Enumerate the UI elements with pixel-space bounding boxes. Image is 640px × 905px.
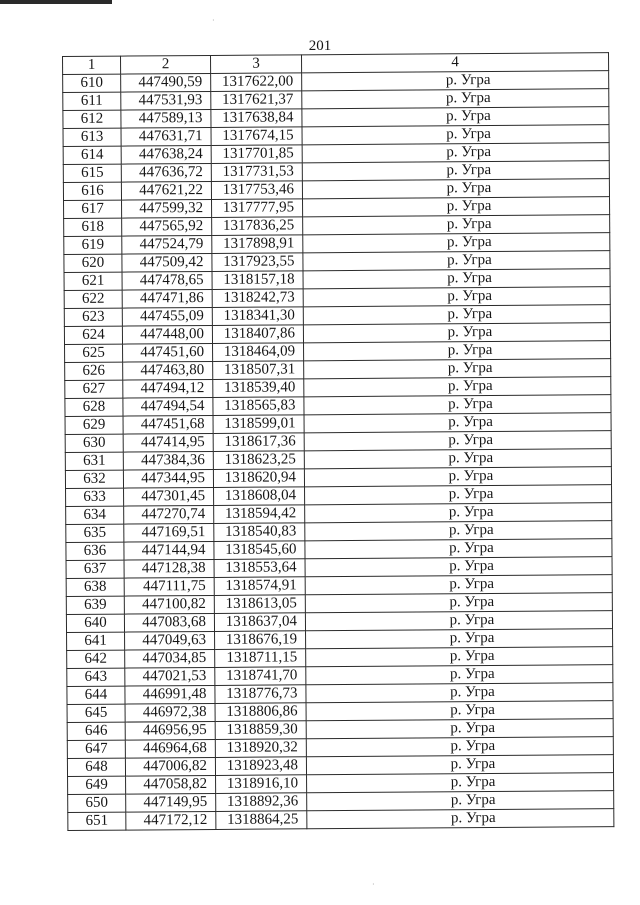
header-col-3: 3 [210,55,301,74]
x-coordinate-cell: 447301,45 [124,487,214,506]
y-coordinate-cell: 1318916,10 [216,775,307,794]
point-number-cell: 612 [63,110,121,128]
header-col-2: 2 [121,55,211,74]
description-cell: р. Угра [304,467,611,487]
y-coordinate-cell: 1317674,15 [211,127,302,146]
description-cell: р. Угра [302,107,609,127]
x-coordinate-cell: 447631,71 [121,127,211,146]
point-number-cell: 643 [67,668,125,686]
description-cell: р. Угра [304,341,611,361]
table-body [63,71,614,831]
point-number-cell: 624 [64,326,122,344]
point-number-cell: 644 [67,686,125,704]
x-coordinate-cell: 447100,82 [124,595,214,614]
x-coordinate-cell: 447463,80 [123,361,213,380]
description-cell: р. Угра [303,215,610,235]
y-coordinate-cell: 1318407,86 [212,325,303,344]
y-coordinate-cell: 1318242,73 [212,289,303,308]
point-number-cell: 626 [65,362,123,380]
x-coordinate-cell: 447531,93 [121,91,211,110]
coordinates-table [62,52,614,831]
x-coordinate-cell: 447270,74 [124,505,214,524]
point-number-cell: 610 [63,74,121,92]
point-number-cell: 629 [65,416,123,434]
x-coordinate-cell: 446972,38 [125,703,215,722]
y-coordinate-cell: 1318676,19 [215,631,306,650]
description-cell: р. Угра [306,683,613,703]
description-cell: р. Угра [303,197,610,217]
x-coordinate-cell: 447636,72 [121,163,211,182]
y-coordinate-cell: 1317898,91 [212,235,303,254]
y-coordinate-cell: 1318507,31 [213,361,304,380]
x-coordinate-cell: 447451,60 [123,343,213,362]
header-col-1: 1 [63,56,121,74]
x-coordinate-cell: 447478,65 [122,271,212,290]
description-cell: р. Угра [303,323,610,343]
description-cell: р. Угра [305,521,612,541]
x-coordinate-cell: 447049,63 [125,631,215,650]
x-coordinate-cell: 447490,59 [121,73,211,92]
x-coordinate-cell: 447524,79 [122,235,212,254]
x-coordinate-cell: 447589,13 [121,109,211,128]
description-cell: р. Угра [304,359,611,379]
description-cell: р. Угра [303,233,610,253]
y-coordinate-cell: 1318545,60 [214,541,305,560]
y-coordinate-cell: 1318923,48 [215,757,306,776]
point-number-cell: 621 [64,272,122,290]
y-coordinate-cell: 1317621,37 [211,91,302,110]
y-coordinate-cell: 1317923,55 [212,253,303,272]
y-coordinate-cell: 1318157,18 [212,271,303,290]
point-number-cell: 632 [65,470,123,488]
point-number-cell: 641 [67,632,125,650]
description-cell: р. Угра [306,737,613,757]
x-coordinate-cell: 447599,32 [122,199,212,218]
y-coordinate-cell: 1318776,73 [215,685,306,704]
point-number-cell: 618 [64,218,122,236]
point-number-cell: 615 [63,164,121,182]
x-coordinate-cell: 446964,68 [125,739,215,758]
point-number-cell: 638 [66,578,124,596]
x-coordinate-cell: 447021,53 [125,667,215,686]
scan-speck: · [212,16,215,25]
point-number-cell: 622 [64,290,122,308]
point-number-cell: 639 [66,596,124,614]
x-coordinate-cell: 447455,09 [122,307,212,326]
y-coordinate-cell: 1318565,83 [213,397,304,416]
header-col-4: 4 [301,53,608,73]
description-cell: р. Угра [305,557,612,577]
description-cell: р. Угра [302,161,609,181]
point-number-cell: 617 [64,200,122,218]
description-cell: р. Угра [305,485,612,505]
description-cell: р. Угра [302,89,609,109]
description-cell: р. Угра [306,665,613,685]
x-coordinate-cell: 446956,95 [125,721,215,740]
point-number-cell: 642 [67,650,125,668]
point-number-cell: 634 [66,506,124,524]
y-coordinate-cell: 1318613,05 [214,595,305,614]
table-row [68,809,614,831]
x-coordinate-cell: 447083,68 [124,613,214,632]
x-coordinate-cell: 447621,22 [121,181,211,200]
y-coordinate-cell: 1318637,04 [214,613,305,632]
top-rule-mark [0,0,112,4]
description-cell: р. Угра [305,593,612,613]
y-coordinate-cell: 1318741,70 [215,667,306,686]
y-coordinate-cell: 1318574,91 [214,577,305,596]
description-cell: р. Угра [304,449,611,469]
description-cell: р. Угра [305,503,612,523]
y-coordinate-cell: 1317753,46 [211,181,302,200]
y-coordinate-cell: 1318620,94 [213,469,304,488]
y-coordinate-cell: 1318806,86 [215,703,306,722]
y-coordinate-cell: 1318540,83 [214,523,305,542]
y-coordinate-cell: 1317836,25 [212,217,303,236]
y-coordinate-cell: 1318464,09 [213,343,304,362]
x-coordinate-cell: 447169,51 [124,523,214,542]
x-coordinate-cell: 447448,00 [122,325,212,344]
description-cell: р. Угра [305,539,612,559]
x-coordinate-cell: 447494,12 [123,379,213,398]
point-number-cell: 646 [67,722,125,740]
x-coordinate-cell: 447172,12 [126,811,216,830]
point-number-cell: 647 [67,740,125,758]
description-cell: р. Угра [302,125,609,145]
coordinates-table-container [62,52,613,831]
x-coordinate-cell: 447509,42 [122,253,212,272]
x-coordinate-cell: 447058,82 [126,775,216,794]
description-cell: р. Угра [303,269,610,289]
y-coordinate-cell: 1318341,30 [212,307,303,326]
description-cell: р. Угра [306,755,613,775]
point-number-cell: 633 [66,488,124,506]
point-number-cell: 648 [67,758,125,776]
description-cell: р. Угра [306,647,613,667]
y-coordinate-cell: 1318599,01 [213,415,304,434]
y-coordinate-cell: 1317638,84 [211,109,302,128]
x-coordinate-cell: 447451,68 [123,415,213,434]
x-coordinate-cell: 447344,95 [123,469,213,488]
x-coordinate-cell: 447565,92 [122,217,212,236]
x-coordinate-cell: 447414,95 [123,433,213,452]
point-number-cell: 645 [67,704,125,722]
description-cell: р. Угра [302,71,609,91]
description-cell: р. Угра [302,179,609,199]
description-cell: р. Угра [307,809,614,829]
page-number: 201 [308,38,332,54]
x-coordinate-cell: 447149,95 [126,793,216,812]
description-cell: р. Угра [306,629,613,649]
description-cell: р. Угра [303,287,610,307]
y-coordinate-cell: 1317622,00 [211,73,302,92]
point-number-cell: 613 [63,128,121,146]
description-cell: р. Угра [303,251,610,271]
y-coordinate-cell: 1318859,30 [215,721,306,740]
description-cell: р. Угра [307,773,614,793]
y-coordinate-cell: 1318553,64 [214,559,305,578]
y-coordinate-cell: 1318920,32 [215,739,306,758]
point-number-cell: 619 [64,236,122,254]
y-coordinate-cell: 1318608,04 [214,487,305,506]
description-cell: р. Угра [307,791,614,811]
x-coordinate-cell: 447144,94 [124,541,214,560]
description-cell: р. Угра [304,377,611,397]
x-coordinate-cell: 447111,75 [124,577,214,596]
point-number-cell: 635 [66,524,124,542]
point-number-cell: 616 [63,182,121,200]
description-cell: р. Угра [306,719,613,739]
x-coordinate-cell: 447638,24 [121,145,211,164]
y-coordinate-cell: 1318623,25 [213,451,304,470]
y-coordinate-cell: 1318711,15 [215,649,306,668]
point-number-cell: 628 [65,398,123,416]
description-cell: р. Угра [304,395,611,415]
point-number-cell: 620 [64,254,122,272]
x-coordinate-cell: 447384,36 [123,451,213,470]
y-coordinate-cell: 1318539,40 [213,379,304,398]
point-number-cell: 631 [65,452,123,470]
y-coordinate-cell: 1318617,36 [213,433,304,452]
point-number-cell: 650 [68,794,126,812]
point-number-cell: 627 [65,380,123,398]
x-coordinate-cell: 447034,85 [125,649,215,668]
description-cell: р. Угра [305,575,612,595]
x-coordinate-cell: 447494,54 [123,397,213,416]
point-number-cell: 649 [68,776,126,794]
description-cell: р. Угра [304,431,611,451]
y-coordinate-cell: 1317731,53 [211,163,302,182]
point-number-cell: 630 [65,434,123,452]
scan-speck: · [372,880,375,889]
y-coordinate-cell: 1317777,95 [212,199,303,218]
point-number-cell: 625 [65,344,123,362]
y-coordinate-cell: 1317701,85 [211,145,302,164]
y-coordinate-cell: 1318594,42 [214,505,305,524]
x-coordinate-cell: 447128,38 [124,559,214,578]
description-cell: р. Угра [306,701,613,721]
x-coordinate-cell: 447471,86 [122,289,212,308]
point-number-cell: 651 [68,812,126,830]
point-number-cell: 611 [63,92,121,110]
y-coordinate-cell: 1318892,36 [216,793,307,812]
description-cell: р. Угра [305,611,612,631]
point-number-cell: 623 [64,308,122,326]
point-number-cell: 640 [66,614,124,632]
description-cell: р. Угра [303,305,610,325]
point-number-cell: 637 [66,560,124,578]
description-cell: р. Угра [302,143,609,163]
x-coordinate-cell: 447006,82 [125,757,215,776]
x-coordinate-cell: 446991,48 [125,685,215,704]
y-coordinate-cell: 1318864,25 [216,811,307,830]
description-cell: р. Угра [304,413,611,433]
point-number-cell: 614 [63,146,121,164]
point-number-cell: 636 [66,542,124,560]
